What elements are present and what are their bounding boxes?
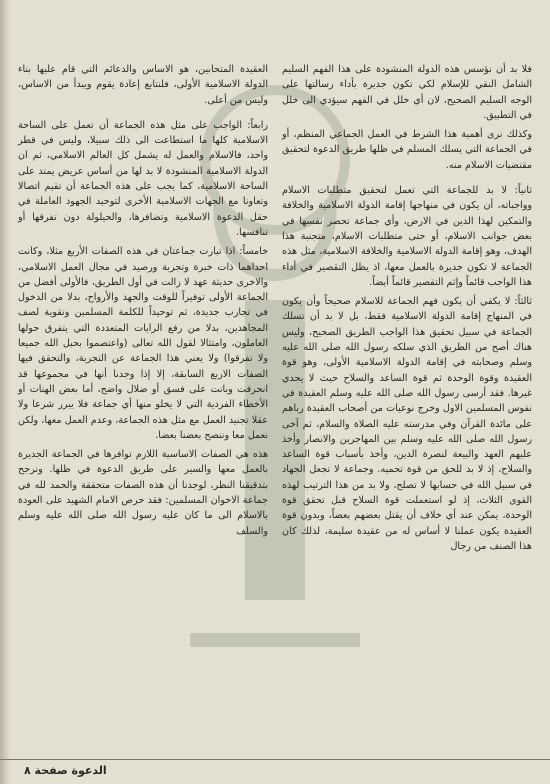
left-paragraph-1: العقيدة المتحابين، هو الاساس والدعائم التي قام عليها بناء الدولة الاسلامية الأولى، فلنتابع إعادة يقوم ويبدأ من الاساس، وليس من أعلى. bbox=[18, 64, 268, 106]
page-fold-shadow bbox=[0, 0, 10, 784]
right-column bbox=[282, 62, 532, 558]
page-footer bbox=[0, 759, 550, 784]
left-paragraph-2: رابعاً: الواجب على مثل هذه الجماعة أن تعمل على الساحة الاسلامية كلها ما استطاعت الى ذلك سبيلا، وليس في قطر واحد، فالاسلام والعمل له يشمل كل العالم الاسلامي، ثم ان الدولة الاسلامية المنشودة لا بد لها من أساس عريض يمتد على الساحة الاسلامية، كما يجب على هذه الجماعة أن تقيم اتصالا وتعاونا مع الجهات الاسلامية الأخرى لتوحيد الجهود العاملة في حقل الدعوة الاسلامية وتضافرها، والحيلولة دون تفرقها أو تنافسها. bbox=[18, 119, 268, 238]
right-paragraph-2: وكذلك نرى أهمية هذا الشرط في العمل الجماعي المنظم، أو في الجماعة التي يسلك المسلم في ظلها طريق الدعوة لتحقيق مقتضيات الاسلام منه. bbox=[282, 129, 532, 171]
left-paragraph-3: خامساً: اذا تبارت جماعتان في هذه الصفات الأربع مثلا، وكانت احداهما ذات خبرة وتجربة ورصيد في مجال العمل الاسلامي، والاخرى حديثة عهد لا زالت في أول الطريق، فالأولى أفضل من الجماعة الأولى توفيراً للوقت والجهد والأرواح، بدلا من الدخول في تجارب جديدة، ثم توحيداً للكلمة المسلمين وتقوية لصف المجاهدين، بدلا من رفع الرايات المتعددة التي يتفرق حولها العاملون، وامتثالا لقول الله تعالى (واعتصموا بحبل الله جميعا ولا تفرقوا) ولا يعني هذا الجماعة عن التجربة، والتحقق فيها الصفات الاربع السابقة، إلا إذا وجدنا أنها في مجموعها قد انحرفت وبانت على فسق أو ضلال واضح، أما بعض الهنات أو الأخطاء الفردية التي لا يخلو منها أي جماعة فلا يبرر شرعا ولا عقلا تجنيد العمل مع مثل هذه الجماعة، وعدم العمل معها، ولكن نعمل معا وننصح بعضنا بعضا. bbox=[18, 246, 268, 441]
right-paragraph-4: ثالثاً: لا يكفي أن يكون فهم الجماعة للاسلام صحيحاً وأن يكون في المنهاج إقامة الدولة الاسلامية فقط، بل لا بد أن تسلك الجماعة في سبيل تحقيق هذا الواجب الطريق الصحيح، وليس هناك أصح من الطريق الذي سلكه رسول الله صلى الله عليه وسلم وصحابته في إقامة الدولة الاسلامية الأولى، وهو قوة العقيدة وقوة الوحدة ثم قوة الساعد والسلاح حيث لا يجدي غيرها. فقد أرسى رسول الله صلى الله عليه وسلم العقيدة في نفوس المسلمين الاول وخرج نوعيات من أصحاب العقيدة رباهم على مائدة القرآن وفي مدرسته عليه الصلاة والسلام، ثم آخى رسول الله صلى الله عليه وسلم بين المهاجرين والانصار وأخذ عليهم العهد والبيعة لنصرة الدين، وأخذ بأسباب قوة الساعد والسلاح، إذ لا بد للحق من قوة تحميه. وجماعة لا تجعل الجهاد في سبيل الله في حسابها لا تصلح، ولا بد من هذا الترتيب لهذه القوى الثلاث، إذ لو استعملت قوة السلاح قبل تحقق قوة الوحدة، يمكن عند أي خلاف أن يقتل بعضهم بعضاً، وبدون قوة العقيدة يكون عملنا لا أساس له من عقيدة سليمة، لذلك كان هذا الصنف من رجال bbox=[282, 296, 532, 552]
right-paragraph-3: ثانياً: لا بد للجماعة التي تعمل لتحقيق متطلبات الاسلام وواجباته، أن يكون في منهاجها إقامة الدولة الاسلامية والخلافة والتمكين لهذا الدين في الارض، وأي جماعة تحصر نفسها في بعض جوانب الاسلام، أو حتى متطلبات الاسلام، متجنبة هذا الهدف، وهو إقامة الدولة الاسلامية والخلافة الاسلامية، مثل هذه الجماعة لا تكون جديرة بالعمل معها، اذ يظل التقصير في أداء هذا الواجب قائماً وإثم التقصير قائماً أيضاً. bbox=[282, 185, 532, 288]
footer-page-label: الدعوة صفحة ٨ bbox=[24, 764, 107, 777]
left-column bbox=[18, 62, 268, 543]
left-paragraph-4: هذه هي الصفات الاساسية اللازم توافرها في الجماعة الجديرة بالعمل معها والسير على طريق الدعوة في ظلها. ونرجح بتدقيقنا النظر، لوجدنا أن هذه الصفات متحققة والحمد لله في جماعة الاخوان المسلمين: فقد حرص الامام الشهيد على العودة بالاسلام الى ما كان عليه رسول الله صلى الله عليه وسلم والسلف bbox=[18, 449, 268, 537]
right-paragraph-1: فلا بد أن نؤسس هذه الدولة المنشودة على هذا الفهم السليم الشامل النقي للإسلام لكي تكون جديرة بأداء رسالتها على الوجه السليم الصحيح، لان أي خلل في الفهم سيؤدي الى خلل في التطبيق. bbox=[282, 64, 532, 121]
